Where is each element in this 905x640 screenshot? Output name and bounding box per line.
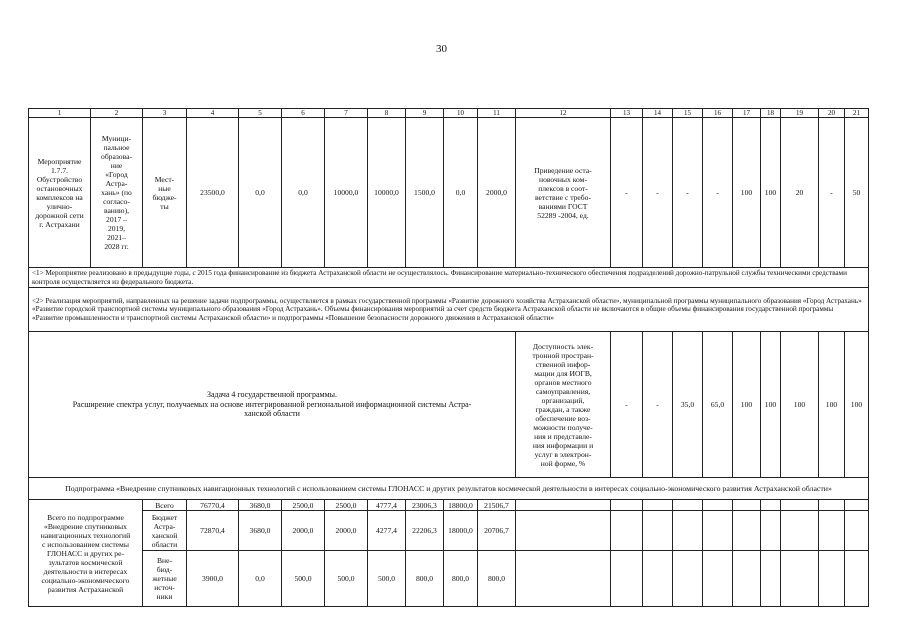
col-header: 11	[478, 109, 516, 118]
sub-value: 72870,4	[187, 511, 239, 551]
col-header: 1	[29, 109, 91, 118]
sub-value: 0,0	[239, 551, 282, 607]
subprogram-total-label: Всего по подпрограмме «Внедрение спутниковых навигационных технологий с использованием системы ГЛОНАСС и других ре- зультатов космической деятельности в интересах социально-экономического развития Астраханской	[29, 500, 143, 607]
empty-cell	[845, 500, 869, 511]
sub-value: 22206,3	[406, 511, 444, 551]
task4-row	[29, 332, 869, 478]
empty-cell	[781, 511, 819, 551]
sub-value: 2500,0	[282, 500, 325, 511]
empty-cell	[845, 551, 869, 607]
col-header: 6	[282, 109, 325, 118]
measure-value: 0,0	[444, 118, 478, 268]
sub-value: 4777,4	[368, 500, 406, 511]
subprogram-row-extrabudget	[29, 551, 869, 607]
measure-executor: Муници- пальное образова- ние «Город Астра- хань» (по согласо- ванию), 2017 – 2019, 2021– 2028 гг.	[91, 118, 143, 268]
measure-target: -	[673, 118, 703, 268]
subprogram-row-regional	[29, 511, 869, 551]
note-row-2	[29, 288, 869, 332]
empty-cell	[761, 551, 781, 607]
sub-value: 800,0	[406, 551, 444, 607]
empty-cell	[611, 551, 643, 607]
measure-source: Мест- ные бюдже- ты	[143, 118, 187, 268]
col-header: 13	[611, 109, 643, 118]
empty-cell	[781, 551, 819, 607]
col-header: 15	[673, 109, 703, 118]
footnote-2: <2> Реализация мероприятий, направленных на решение задачи подпрограммы, осуществляется в рамках государственной программы «Развитие дорожного хозяйства Астраханской области», муниципальной программы муниципального образования «Город Астрахань» «Развитие городской транспортной системы муниципального образования «Город Астрахань». Объемы финансирования мероприятий за счет средств бюджета Астраханской области не включаются в общие объемы финансирования государственной программы «Развитие промышленности и транспортной системы Астраханской области» и подпрограммы «Повышение безопасности дорожного движения в Астраханской области»	[29, 288, 869, 332]
col-header: 4	[187, 109, 239, 118]
sub-value: 18000,0	[444, 511, 478, 551]
col-header: 19	[781, 109, 819, 118]
subprogram-title-row	[29, 478, 869, 500]
empty-cell	[643, 500, 673, 511]
task4-indicator: Доступность элек- тронной простран- ственной инфор- мации для ИОГВ, органов местного самоуправления, организаций, граждан, а также обеспечение воз- можности получе- ния и представле- ния информации и услуг в электрон- ной форме, %	[516, 332, 611, 478]
sub-value: 500,0	[325, 551, 368, 607]
empty-cell	[643, 511, 673, 551]
measure-target: 20	[781, 118, 819, 268]
empty-cell	[819, 500, 845, 511]
source-label: Всего	[143, 500, 187, 511]
col-header: 5	[239, 109, 282, 118]
col-header: 2	[91, 109, 143, 118]
measure-target: 100	[733, 118, 761, 268]
col-header: 7	[325, 109, 368, 118]
measure-target: -	[643, 118, 673, 268]
budget-table	[28, 108, 869, 607]
empty-cell	[733, 551, 761, 607]
subprogram-row-total	[29, 500, 869, 511]
note-row-1	[29, 268, 869, 288]
measure-value: 10000,0	[368, 118, 406, 268]
col-header: 18	[761, 109, 781, 118]
source-label: Вне- бюд- жетные источ- ники	[143, 551, 187, 607]
measure-value: 0,0	[282, 118, 325, 268]
measure-target: 100	[761, 118, 781, 268]
col-header: 10	[444, 109, 478, 118]
col-header: 12	[516, 109, 611, 118]
task4-target: 65,0	[703, 332, 733, 478]
empty-cell	[516, 500, 611, 511]
sub-value: 3680,0	[239, 500, 282, 511]
empty-cell	[845, 511, 869, 551]
sub-value: 2000,0	[282, 511, 325, 551]
task4-target: 100	[781, 332, 819, 478]
task4-target: 100	[819, 332, 845, 478]
col-header: 9	[406, 109, 444, 118]
task4-target: 35,0	[673, 332, 703, 478]
empty-cell	[516, 511, 611, 551]
task4-target: 100	[845, 332, 869, 478]
empty-cell	[703, 511, 733, 551]
source-label: Бюджет Астра- ханской области	[143, 511, 187, 551]
sub-value: 23006,3	[406, 500, 444, 511]
sub-value: 2500,0	[325, 500, 368, 511]
empty-cell	[611, 500, 643, 511]
col-header: 3	[143, 109, 187, 118]
sub-value: 20706,7	[478, 511, 516, 551]
col-header: 8	[368, 109, 406, 118]
footnote-1: <1> Мероприятие реализовано в предыдущие годы, с 2015 года финансирование из бюджета Астраханской области не осуществлялось. Финансирование материально-технического обеспечения подразделений дорожно-патрульной службы техническими средствами контроля осуществляется из федерального бюджета.	[29, 268, 869, 288]
empty-cell	[703, 500, 733, 511]
measure-target: -	[819, 118, 845, 268]
measure-value: 0,0	[239, 118, 282, 268]
empty-cell	[761, 500, 781, 511]
task4-title: Задача 4 государственной программы. Расширение спектра услуг, получаемых на основе интегрированной региональной информационной системы Астра- ханской области	[29, 332, 516, 478]
sub-value: 500,0	[368, 551, 406, 607]
sub-value: 2000,0	[325, 511, 368, 551]
empty-cell	[673, 551, 703, 607]
task4-target: 100	[733, 332, 761, 478]
col-header: 21	[845, 109, 869, 118]
page-number: 30	[436, 43, 447, 55]
sub-value: 76770,4	[187, 500, 239, 511]
empty-cell	[781, 500, 819, 511]
sub-value: 21506,7	[478, 500, 516, 511]
sub-value: 18800,0	[444, 500, 478, 511]
subprogram-title: Подпрограмма «Внедрение спутниковых навигационных технологий с использованием системы ГЛОНАСС и других результатов космической деятельности в интересах социально-экономического развития Астраханской области»	[29, 478, 869, 500]
task4-target: 100	[761, 332, 781, 478]
empty-cell	[733, 511, 761, 551]
sub-value: 800,0	[478, 551, 516, 607]
empty-cell	[761, 511, 781, 551]
measure-name: Мероприятие 1.7.7. Обустройство остановочных комплексов на улично- дорожной сети г. Астрахани	[29, 118, 91, 268]
measure-target: 50	[845, 118, 869, 268]
sub-value: 3680,0	[239, 511, 282, 551]
header-row	[29, 109, 869, 118]
measure-target: -	[611, 118, 643, 268]
sub-value: 3900,0	[187, 551, 239, 607]
empty-cell	[673, 500, 703, 511]
sub-value: 800,0	[444, 551, 478, 607]
col-header: 17	[733, 109, 761, 118]
measure-value: 10000,0	[325, 118, 368, 268]
empty-cell	[703, 551, 733, 607]
measure-row	[29, 118, 869, 268]
empty-cell	[733, 500, 761, 511]
empty-cell	[611, 511, 643, 551]
empty-cell	[516, 551, 611, 607]
col-header: 14	[643, 109, 673, 118]
empty-cell	[673, 511, 703, 551]
measure-value: 23500,0	[187, 118, 239, 268]
measure-target: -	[703, 118, 733, 268]
measure-value: 2000,0	[478, 118, 516, 268]
empty-cell	[819, 551, 845, 607]
empty-cell	[819, 511, 845, 551]
measure-indicator: Приведение оста- новочных ком- плексов в соот- ветствие с требо- ваниями ГОСТ 52289 -2004, ед.	[516, 118, 611, 268]
measure-value: 1500,0	[406, 118, 444, 268]
col-header: 16	[703, 109, 733, 118]
task4-target: -	[643, 332, 673, 478]
task4-target: -	[611, 332, 643, 478]
sub-value: 4277,4	[368, 511, 406, 551]
empty-cell	[643, 551, 673, 607]
sub-value: 500,0	[282, 551, 325, 607]
col-header: 20	[819, 109, 845, 118]
